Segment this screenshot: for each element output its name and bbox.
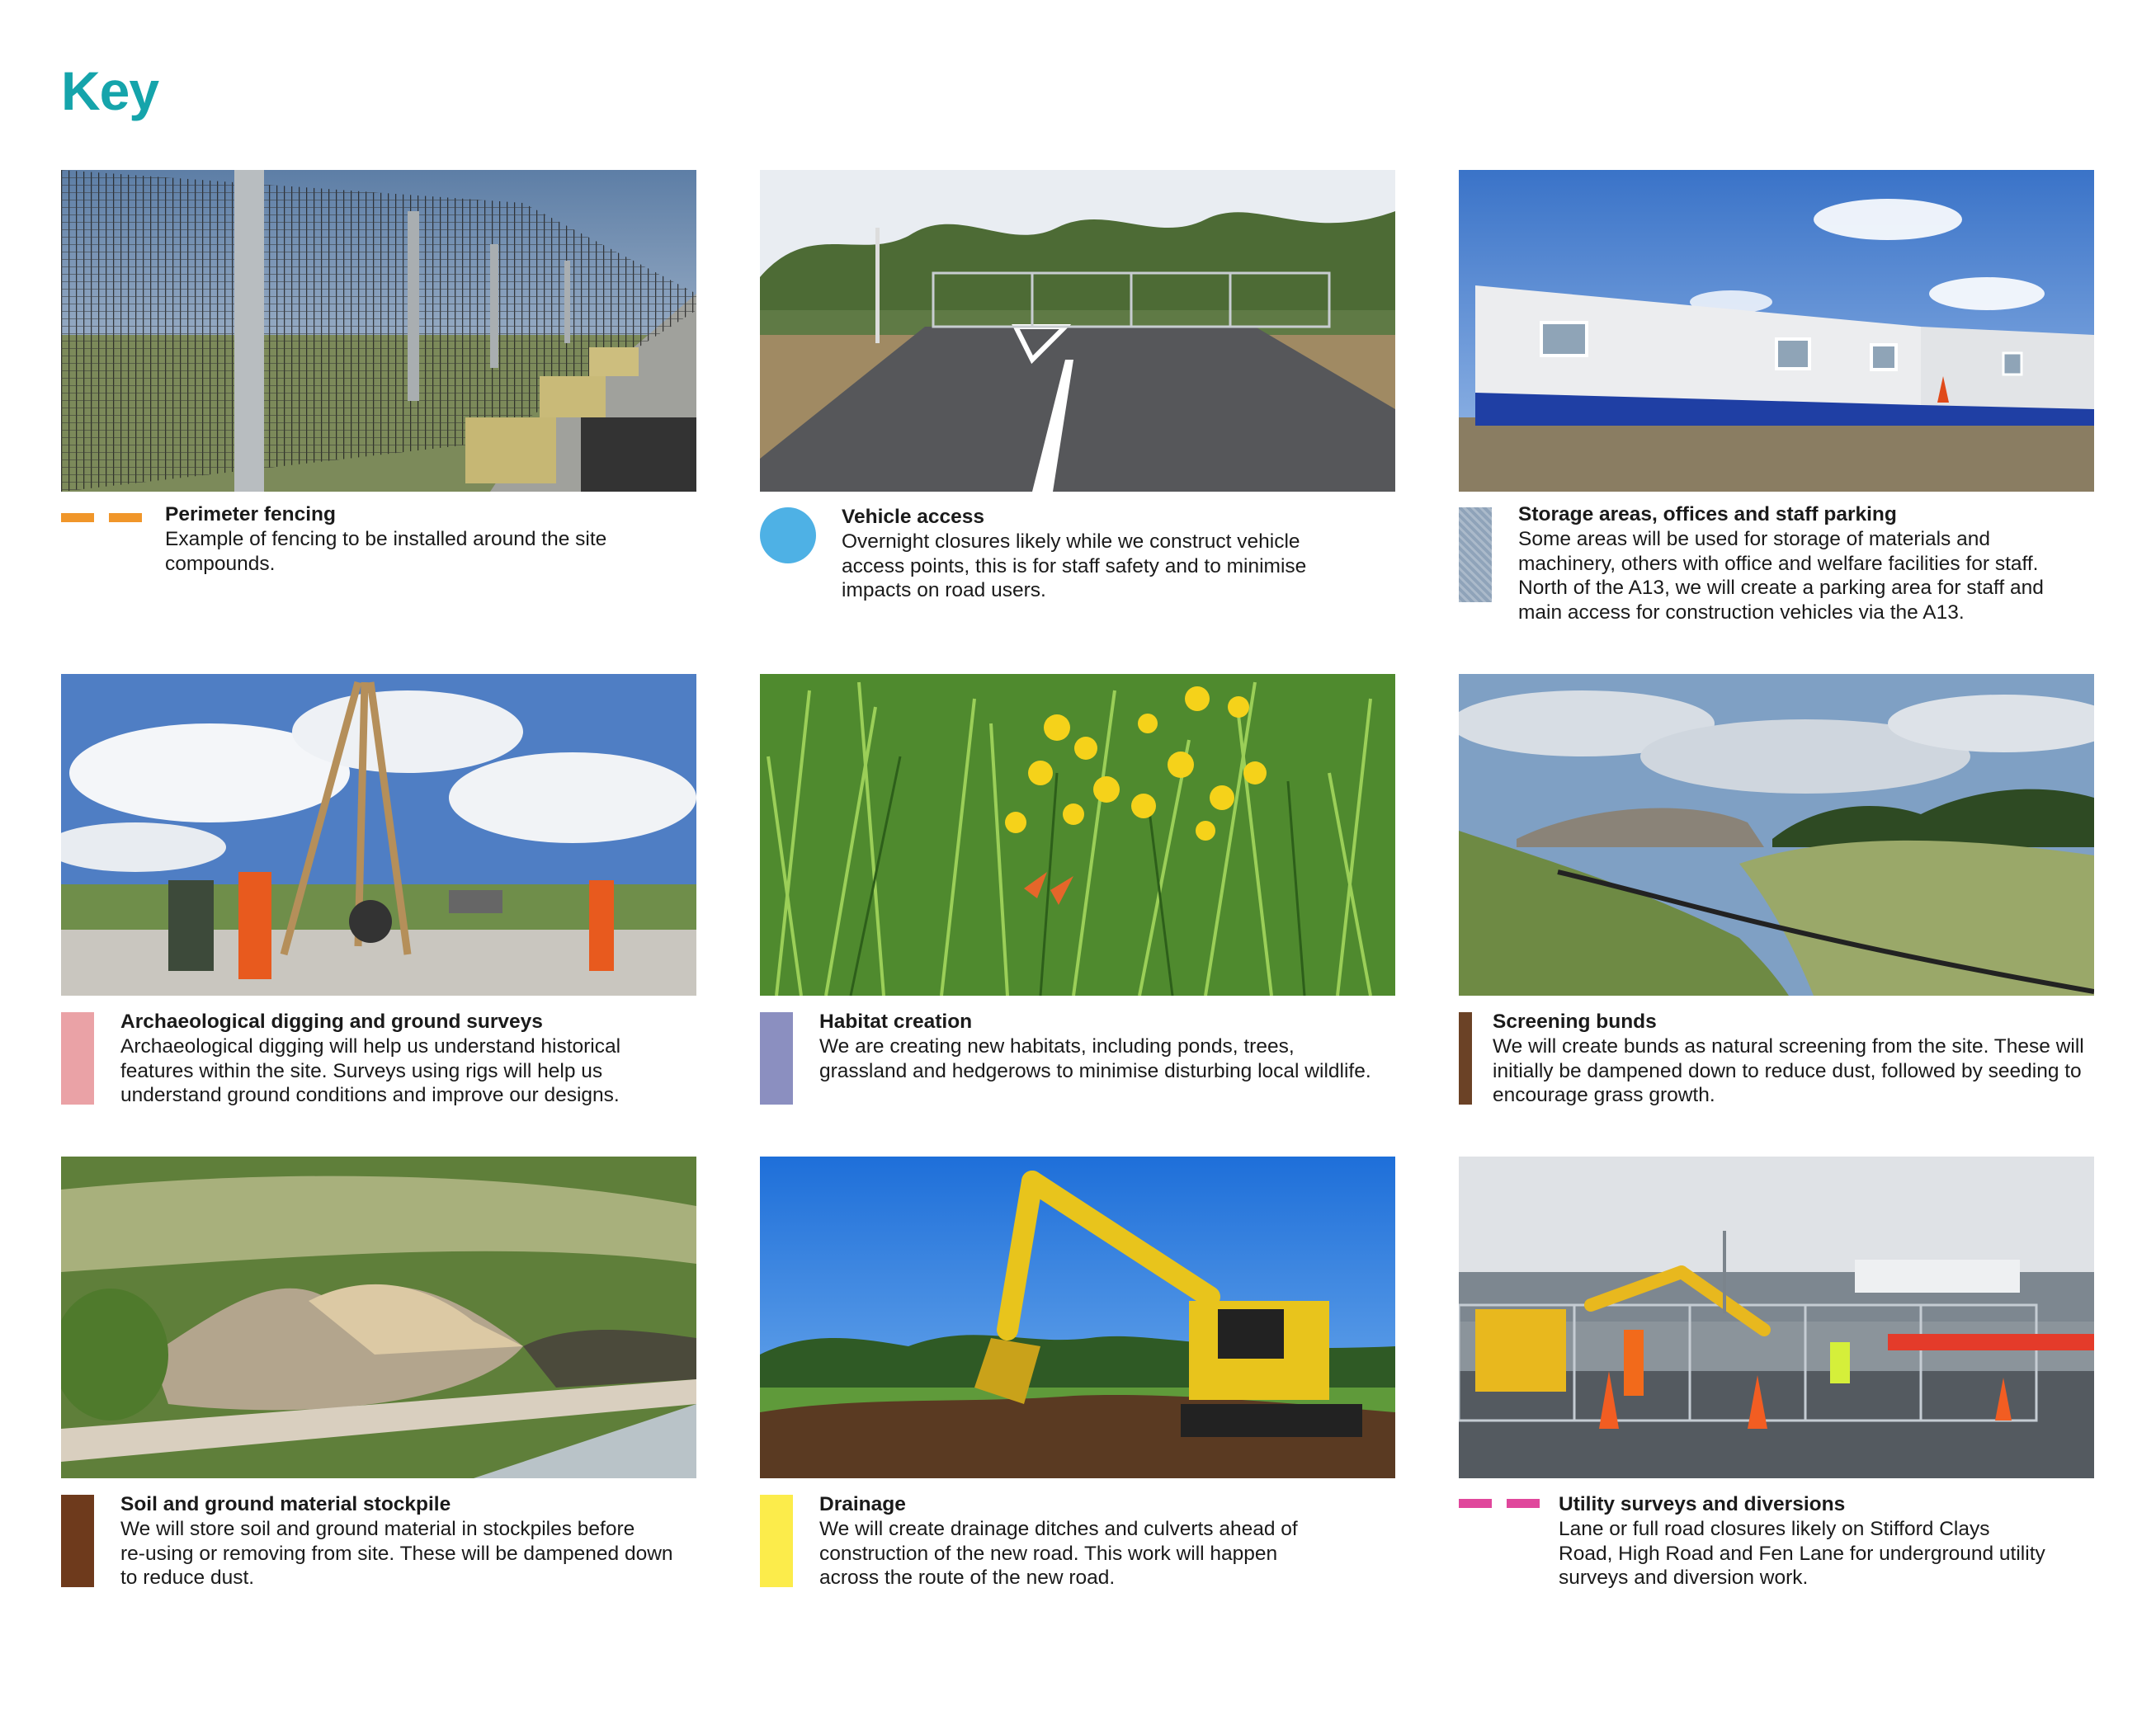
utility-surveys-dash-symbol bbox=[1507, 1499, 1540, 1508]
vehicle-access-circle-symbol bbox=[760, 507, 816, 563]
screening-bunds-description: We will create bunds as natural screening from the site. These will initially be dampened down to reduce dust, followed by seeding to encourage grass growth. bbox=[1493, 1035, 2084, 1106]
storage-offices-description: Some areas will be used for storage of materials and machinery, others with office and welfare facilities for staff. North of the A13, we will create a parking area for staff and main access for construction vehicles via the A13. bbox=[1518, 528, 2044, 624]
archaeological-photo bbox=[61, 674, 696, 996]
perimeter-fencing-dash-symbol bbox=[109, 513, 142, 522]
drainage-title: Drainage bbox=[819, 1493, 906, 1515]
utility-surveys-description: Lane or full road closures likely on Stifford Clays Road, High Road and Fen Lane for underground utility surveys and diversion work. bbox=[1559, 1518, 2045, 1589]
perimeter-fencing-photo bbox=[61, 170, 696, 492]
habitat-creation-title: Habitat creation bbox=[819, 1011, 973, 1033]
vehicle-access-description: Overnight closures likely while we construct vehicle access points, this is for staff safety and to minimise impacts on road users. bbox=[842, 530, 1307, 601]
utility-surveys-dash-symbol bbox=[1459, 1499, 1492, 1508]
drainage-description: We will create drainage ditches and culverts ahead of construction of the new road. This work will happen across the route of the new road. bbox=[819, 1518, 1298, 1589]
screening-bunds-photo bbox=[1459, 674, 2094, 996]
archaeological-bar-symbol bbox=[61, 1012, 94, 1105]
habitat-creation-bar-symbol bbox=[760, 1012, 793, 1105]
perimeter-fencing-description: Example of fencing to be installed around the site compounds. bbox=[165, 528, 607, 575]
drainage-bar-symbol bbox=[760, 1495, 793, 1587]
stockpile-photo bbox=[61, 1157, 696, 1478]
utility-surveys-title: Utility surveys and diversions bbox=[1559, 1493, 1846, 1515]
perimeter-fencing-dash-symbol bbox=[61, 513, 94, 522]
storage-offices-photo bbox=[1459, 170, 2094, 492]
vehicle-access-title: Vehicle access bbox=[842, 506, 985, 528]
archaeological-title: Archaeological digging and ground surveys bbox=[120, 1011, 543, 1033]
stockpile-description: We will store soil and ground material in stockpiles before re-using or removing from site. These will be dampened down to reduce dust. bbox=[120, 1518, 673, 1589]
storage-offices-title: Storage areas, offices and staff parking bbox=[1518, 503, 1897, 525]
stockpile-title: Soil and ground material stockpile bbox=[120, 1493, 451, 1515]
utility-surveys-photo bbox=[1459, 1157, 2094, 1478]
habitat-creation-photo bbox=[760, 674, 1395, 996]
screening-bunds-title: Screening bunds bbox=[1493, 1011, 1657, 1033]
drainage-photo bbox=[760, 1157, 1395, 1478]
page-title: Key bbox=[61, 60, 159, 121]
perimeter-fencing-title: Perimeter fencing bbox=[165, 503, 336, 525]
stockpile-bar-symbol bbox=[61, 1495, 94, 1587]
archaeological-description: Archaeological digging will help us understand historical features within the site. Surveys using rigs will help us understand ground conditions and improve our designs. bbox=[120, 1035, 621, 1106]
vehicle-access-photo bbox=[760, 170, 1395, 492]
screening-bunds-bar-symbol bbox=[1459, 1012, 1472, 1105]
habitat-creation-description: We are creating new habitats, including ponds, trees, grassland and hedgerows to minimise disturbing local wildlife. bbox=[819, 1035, 1371, 1082]
storage-offices-hatched-symbol bbox=[1459, 507, 1492, 602]
